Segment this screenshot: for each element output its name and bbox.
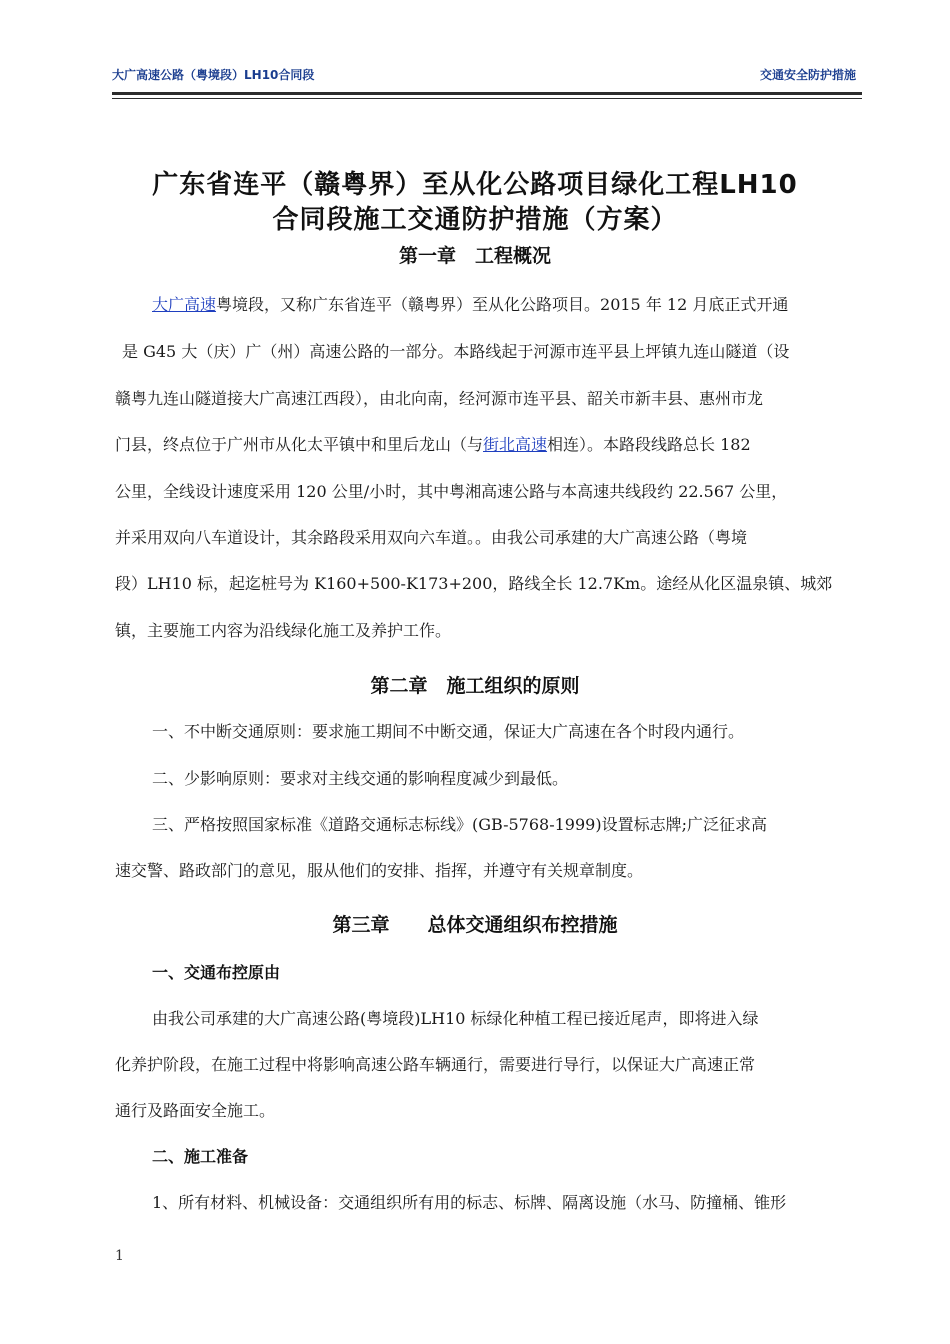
header-doc-type: 交通安全防护措施 — [759, 68, 856, 82]
chapter-3-heading: 第三章 总体交通组织布控措施 — [332, 914, 618, 936]
document-title-line-2: 合同段施工交通防护措施（方案） — [272, 205, 678, 235]
link-daguang-expressway[interactable]: 大广高速 — [152, 295, 217, 314]
principle-item-2: 二、少影响原则：要求对主线交通的影响程度减少到最低。 — [152, 769, 569, 788]
paragraph-line: 通行及路面安全施工。 — [115, 1101, 276, 1120]
section-1-title: 一、交通布控原由 — [152, 963, 281, 982]
paragraph-text: 相连）。本路段线路总长 182 — [547, 435, 751, 454]
paragraph-line: 公里，全线设计速度采用 120 公里/小时，其中粤湘高速公路与本高速共线段约 22.567 公里， — [115, 482, 788, 501]
principle-item-3: 三、严格按照国家标准《道路交通标志标线》(GB-5768-1999)设置标志牌;广泛征求高 — [152, 815, 767, 834]
chapter-1-heading: 第一章 工程概况 — [398, 245, 551, 267]
paragraph-line: 由我公司承建的大广高速公路(粤境段)LH10 标绿化种植工程已接近尾声，即将进入绿 — [152, 1009, 759, 1028]
page-number: 1 — [115, 1248, 124, 1264]
paragraph-line: 赣粤九连山隧道接大广高速江西段），由北向南，经河源市连平县、韶关市新丰县、惠州市龙 — [115, 389, 764, 408]
principle-item-1: 一、不中断交通原则：要求施工期间不中断交通，保证大广高速在各个时段内通行。 — [152, 722, 745, 741]
principle-item-3-continued: 速交警、路政部门的意见，服从他们的安排、指挥，并遵守有关规章制度。 — [115, 861, 644, 880]
paragraph-line — [115, 432, 751, 455]
document-title-line-1: 广东省连平（赣粤界）至从化公路项目绿化工程LH10 — [152, 170, 798, 200]
header-project-name: 大广高速公路（粤境段）LH10合同段 — [112, 68, 315, 82]
section-2-title: 二、施工准备 — [152, 1147, 249, 1166]
paragraph-text: 门县，终点位于广州市从化太平镇中和里后龙山（与 — [115, 435, 484, 454]
paragraph-line: 并采用双向八车道设计，其余路段采用双向六车道。。由我公司承建的大广高速公路（粤境 — [115, 528, 748, 547]
chapter-2-heading: 第二章 施工组织的原则 — [370, 675, 580, 697]
paragraph-line: 段）LH10 标，起迄桩号为 K160+500-K173+200，路线全长 12.7Km。途经从化区温泉镇、城郊 — [115, 574, 833, 593]
page-header — [112, 62, 862, 95]
paragraph-text: 粤境段，又称广东省连平（赣粤界）至从化公路项目。2015 年 12 月底正式开通 — [216, 295, 789, 314]
link-jiebei-expressway[interactable]: 街北高速 — [483, 435, 548, 454]
paragraph-line: 化养护阶段，在施工过程中将影响高速公路车辆通行，需要进行导行，以保证大广高速正常 — [115, 1055, 756, 1074]
paragraph-line: 镇，主要施工内容为沿线绿化施工及养护工作。 — [115, 621, 452, 640]
paragraph-line: 1、所有材料、机械设备：交通组织所有用的标志、标牌、隔离设施（水马、防撞桶、锥形 — [152, 1193, 787, 1212]
paragraph-line — [152, 292, 788, 315]
paragraph-line: 是 G45 大（庆）广（州）高速公路的一部分。本路线起于河源市连平县上坪镇九连山隧道（设 — [122, 342, 790, 361]
